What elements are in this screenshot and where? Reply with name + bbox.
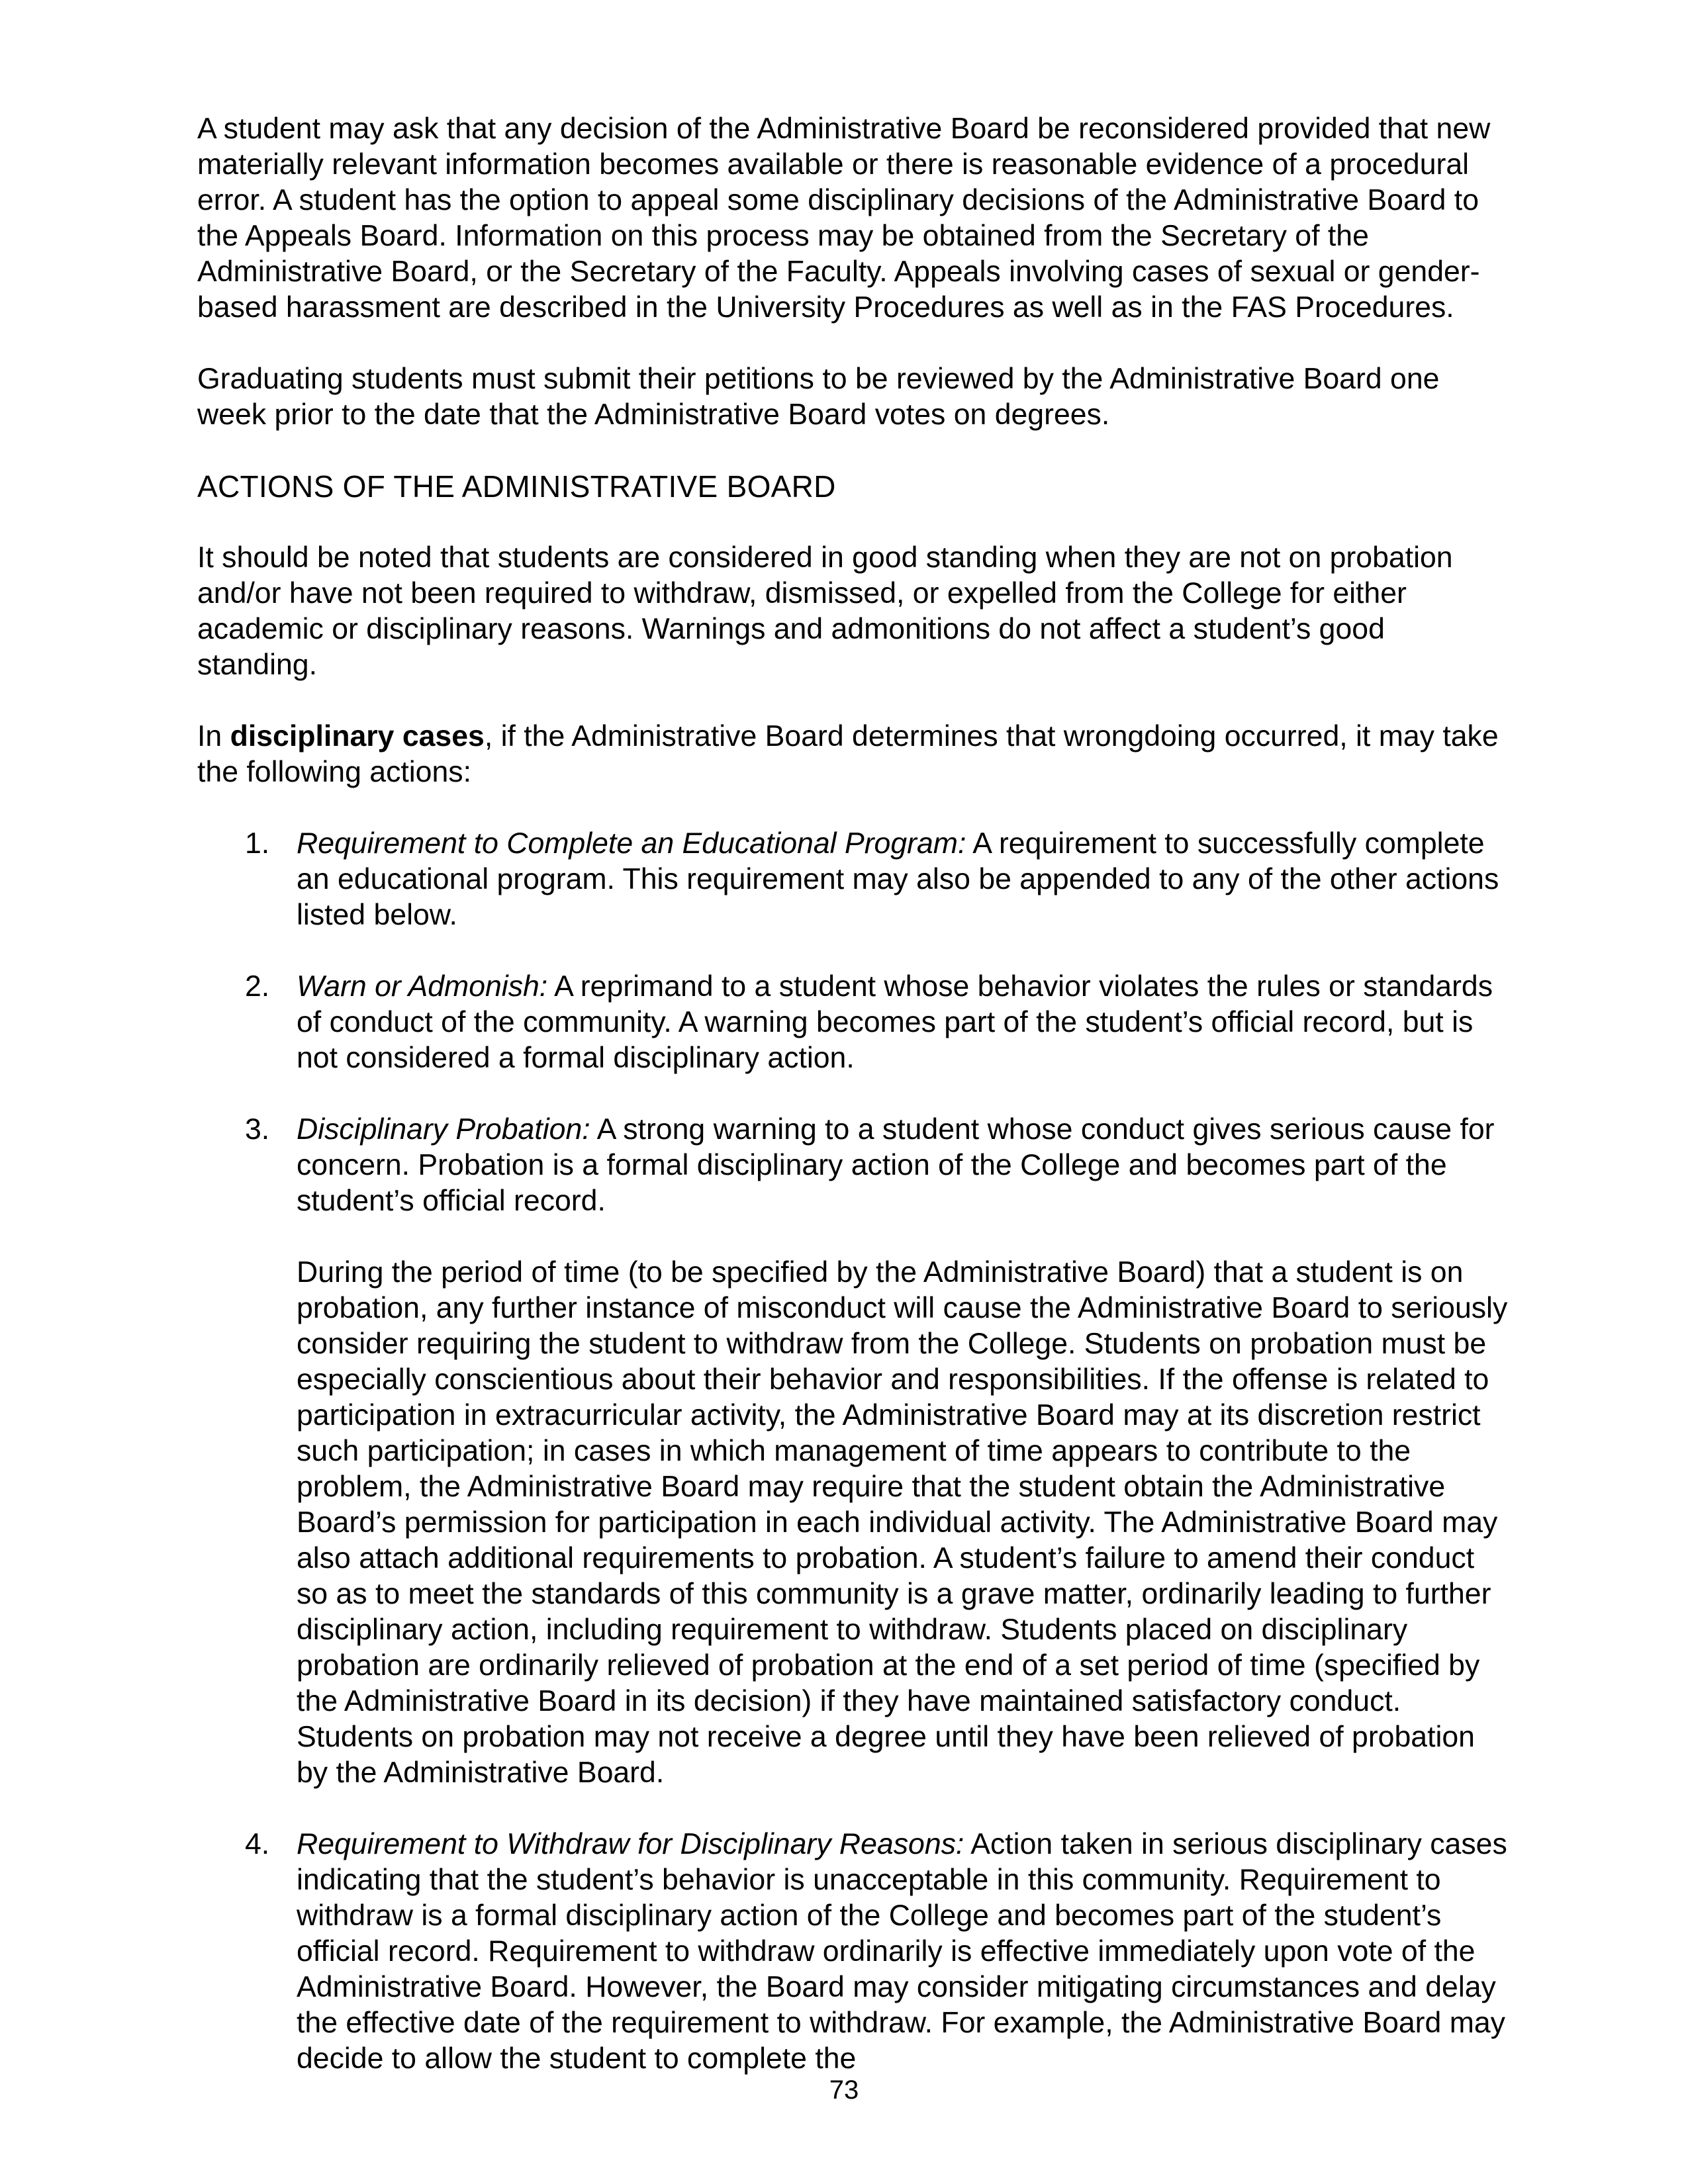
item-title: Disciplinary Probation: (297, 1113, 590, 1146)
list-item (197, 1827, 1508, 2077)
item-text (297, 969, 1508, 1076)
item-title: Requirement to Withdraw for Disciplinary Reasons: (297, 1828, 964, 1860)
intro-bold-term: disciplinary cases (230, 720, 485, 752)
item-title: Requirement to Complete an Educational Program: (297, 827, 966, 860)
actions-list (197, 826, 1508, 2077)
item-text (297, 1112, 1508, 1219)
document-page (197, 111, 1508, 2113)
list-item (197, 826, 1508, 933)
item-text (297, 1827, 1508, 2077)
item-number: 3. (245, 1113, 270, 1146)
item-body: A requirement to successfully complete an educational program. This requirement may also be appended to any of the other actions listed below. (297, 827, 1499, 931)
graduating-students-paragraph: Graduating students must submit their petitions to be reviewed by the Administrative Board one week prior to the date that the Administrative Board votes on degrees. (197, 363, 1440, 431)
intro-prefix: In (197, 720, 230, 752)
page-number: 73 (829, 2075, 859, 2105)
probation-details: During the period of time (to be specified by the Administrative Board) that a student is on probation, any further instance of misconduct will cause the Administrative Board to seriously consider requiring the student to withdraw from the College. Students on probation must be especially conscientious about their behavior and responsibilities. If the offense is related to participation in extracurricular activity, the Administrative Board may at its discretion restrict such participation; in cases in which management of time appears to contribute to the problem, the Administrative Board may require that the student obtain the Administrative Board’s permission for participation in each individual activity. The Administrative Board may also attach additional requirements to probation. A student’s failure to amend their conduct so as to meet the standards of this community is a grave matter, ordinarily leading to further disciplinary action, including requirement to withdraw. Students placed on disciplinary probation are ordinarily relieved of probation at the end of a set period of time (specified by the Administrative Board in its decision) if they have maintained satisfactory conduct. Students on probation may not receive a degree until they have been relieved of probation by the Administrative Board. (297, 1256, 1508, 1789)
item-body: A reprimand to a student whose behavior violates the rules or standards of conduct of the community. A warning becomes part of the student’s official record, but is not considered a formal disciplinary action. (297, 970, 1493, 1074)
reconsideration-paragraph: A student may ask that any decision of the Administrative Board be reconsidered provided that new materially relevant information becomes available or there is reasonable evidence of a procedural error. A student has the option to appeal some disciplinary decisions of the Administrative Board to the Appeals Board. Information on this process may be obtained from the Secretary of the Administrative Board, or the Secretary of the Faculty. Appeals involving cases of sexual or gender-based harassment are described in the University Procedures as well as in the FAS Procedures. (197, 113, 1491, 324)
item-body: A strong warning to a student whose conduct gives serious cause for concern. Probation is a formal disciplinary action of the College and becomes part of the student’s official record. (297, 1113, 1495, 1217)
item-title: Warn or Admonish: (297, 970, 548, 1003)
item-text (297, 826, 1508, 933)
item-number: 4. (245, 1828, 270, 1860)
good-standing-paragraph: It should be noted that students are considered in good standing when they are not on probation and/or have not been required to withdraw, dismissed, or expelled from the College for either academic or disciplinary reasons. Warnings and admonitions do not affect a student’s good standing. (197, 541, 1453, 681)
section-heading: ACTIONS OF THE ADMINISTRATIVE BOARD (197, 469, 836, 504)
item-body: Action taken in serious disciplinary cases indicating that the student’s behavior is unacceptable in this community. Requirement to withdraw is a formal disciplinary action of the College and becomes part of the student’s official record. Requirement to withdraw ordinarily is effective immediately upon vote of the Administrative Board. However, the Board may consider mitigating circumstances and delay the effective date of the requirement to withdraw. For example, the Administrative Board may decide to allow the student to complete the (297, 1828, 1507, 2075)
list-item (197, 969, 1508, 1076)
list-item (197, 1112, 1508, 1791)
disciplinary-intro (197, 719, 1508, 790)
item-number: 2. (245, 970, 270, 1003)
intro-suffix: , if the Administrative Board determines that wrongdoing occurred, it may take the following actions: (197, 720, 1499, 788)
item-number: 1. (245, 827, 270, 860)
